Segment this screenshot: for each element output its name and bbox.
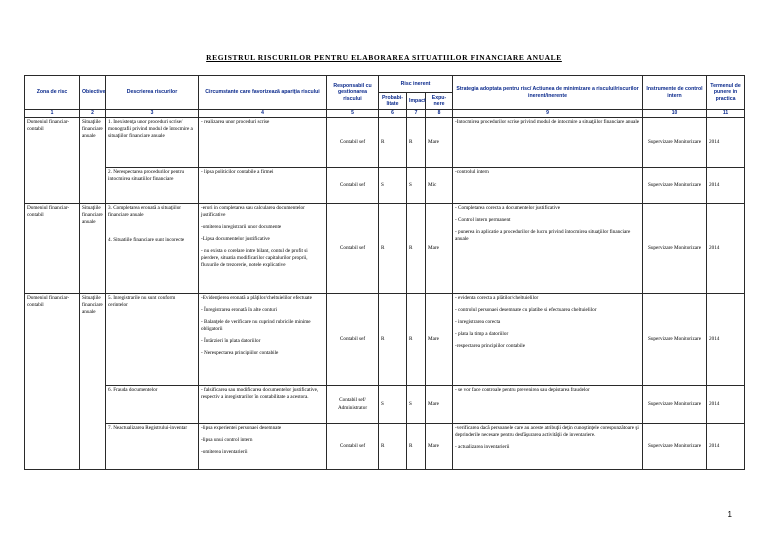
descriere-text: 3. Completarea eronatã a situaţiilor financiare anuale — [108, 205, 182, 219]
strategia-text: - controlul personaei desemnate cu platibe si efectuarea cheltuielilor — [455, 307, 597, 314]
page-number: 1 — [727, 510, 732, 519]
impact-cell: S — [407, 386, 426, 424]
instrumente-cell: Supervizare Monitorizare — [643, 424, 707, 470]
column-number: 1 — [25, 110, 80, 118]
circumstante-text: - Balanţele de verificare nu cuprind rubricile minime obligatorii — [201, 319, 311, 333]
column-number: 10 — [643, 110, 707, 118]
column-number: 9 — [453, 110, 643, 118]
strategia-text: - Completarea corecta a documentelor justificative — [455, 205, 561, 211]
strategia-text: - evidenta corecta a plătilor/cheltuielilor — [455, 295, 539, 301]
descriere-cell — [106, 204, 199, 294]
probabilitate-cell: R — [379, 424, 407, 470]
circumstante-text: -lipsa unui control intern — [201, 437, 253, 444]
circumstante-cell — [199, 118, 327, 168]
risk-register-table — [24, 75, 745, 470]
circumstante-cell — [199, 204, 327, 294]
strategia-text: - punerea in aplicatie a procedurilor de lucru privind întocmirea situaţiilor financiare anuale — [455, 229, 631, 243]
responsabil-cell: Contabil sef/ Administrator — [327, 386, 379, 424]
circumstante-text: - realizarea unor proceduri scrise — [201, 119, 270, 125]
table-row — [25, 204, 745, 294]
zona-cell: Domeniul financiar-contabil — [25, 118, 80, 204]
obiective-cell: Situaţiile financiare anuale — [80, 118, 106, 204]
circumstante-cell — [199, 168, 327, 204]
table-row — [25, 294, 745, 386]
strategia-cell — [453, 424, 643, 470]
termen-cell: 2014 — [707, 386, 745, 424]
table-header — [25, 76, 745, 118]
zona-cell: Domeniul financiar-contabil — [25, 294, 80, 470]
column-number: 8 — [426, 110, 453, 118]
expunere-cell: Mare — [426, 386, 453, 424]
page-title: REGISTRUL RISCURILOR PENTRU ELABORAREA SITUATIILOR FINANCIARE ANUALE — [206, 53, 562, 62]
strategia-cell — [453, 168, 643, 204]
termen-cell: 2014 — [707, 168, 745, 204]
header-risc-inerent: Risc inerent — [379, 76, 453, 93]
strategia-cell — [453, 294, 643, 386]
header-obiective: Obiective — [80, 76, 106, 110]
descriere-text: 4. Situatiile financiare sunt incorecte — [108, 237, 185, 244]
obiective-cell: Situaţiile financiare anuale — [80, 204, 106, 294]
instrumente-cell: Supervizare Monitorizare — [643, 294, 707, 386]
header-probabilitate: Probabi-litate — [379, 93, 407, 110]
descriere-cell — [106, 294, 199, 386]
header-strategia: Strategia adoptata pentru risc/ Actiunea de minimizare a riscului/riscurilor inerent/inerente — [453, 76, 643, 110]
expunere-cell: Mare — [426, 204, 453, 294]
descriere-text: 6. Frauda documentelor — [108, 387, 158, 393]
header-circumstante: Circumstante care favorizeazã apariţia riscului — [199, 76, 327, 110]
column-number: 3 — [106, 110, 199, 118]
expunere-cell: Mare — [426, 118, 453, 168]
header-zona: Zona de risc — [25, 76, 80, 110]
responsabil-cell: Contabil sef — [327, 424, 379, 470]
circumstante-text: -Evidenţierea eronatã a plăţilor/cheltuielilor efectuate — [201, 295, 312, 301]
table-row — [25, 386, 745, 424]
circumstante-cell — [199, 424, 327, 470]
circumstante-text: -Lipsa documentelor justificative — [201, 236, 270, 243]
table-row — [25, 168, 745, 204]
obiective-cell: Situaţiile financiare anuale — [80, 294, 106, 470]
instrumente-cell: Supervizare Monitorizare — [643, 118, 707, 168]
probabilitate-cell: S — [379, 386, 407, 424]
responsabil-cell: Contabil sef — [327, 204, 379, 294]
impact-cell: R — [407, 424, 426, 470]
circumstante-text: - nu exista o corelare intre bilant, contul de profit si pierdere, situatia modificarilor capitalurilor proprii, fluxurile de trezorerie, notele explicative — [201, 248, 308, 269]
strategia-cell — [453, 118, 643, 168]
circumstante-text: -lipsa experientei personaei desemnate — [201, 425, 282, 431]
responsabil-cell: Contabil sef — [327, 118, 379, 168]
descriere-text: 1. Inexistenţa unor proceduri scrise/ monografii privind modul de întocmire a situaţiilor financiare anuale — [108, 119, 193, 140]
column-number: 4 — [199, 110, 327, 118]
strategia-cell — [453, 204, 643, 294]
responsabil-cell: Contabil sef — [327, 294, 379, 386]
strategia-text: - Control intern permanent — [455, 217, 511, 224]
termen-cell: 2014 — [707, 118, 745, 168]
circumstante-text: -erori in completarea sau calcularea documentelor justificative — [201, 205, 305, 219]
strategia-text: - inregistrarea corecta — [455, 319, 501, 326]
expunere-cell: Mic — [426, 168, 453, 204]
header-expunere: Expu-nere — [426, 93, 453, 110]
descriere-cell — [106, 424, 199, 470]
circumstante-text: - Nerespectarea principiilor contabile — [201, 350, 279, 357]
table-row — [25, 118, 745, 168]
column-number: 6 — [379, 110, 407, 118]
impact-cell: R — [407, 118, 426, 168]
strategia-text: -verificarea dacã persoanele care au aceste atribuţii deţin cunoştinţele corespunzătoare şi deprinderile necesare pentru desfăşurarea activităţii de inventariere. — [455, 425, 639, 439]
column-number-row — [25, 110, 745, 118]
circumstante-text: -omiterea inventarierii — [201, 449, 248, 456]
table-row — [25, 424, 745, 470]
column-number: 7 — [407, 110, 426, 118]
header-termenul: Termenul de punere in practica — [707, 76, 745, 110]
probabilitate-cell: R — [379, 294, 407, 386]
strategia-text: -respectarea principiilor contabile — [455, 343, 526, 350]
impact-cell: R — [407, 204, 426, 294]
header-impact: Impact — [407, 93, 426, 110]
column-number: 2 — [80, 110, 106, 118]
probabilitate-cell: R — [379, 118, 407, 168]
circumstante-text: - Întârzieri în plata datoriilor — [201, 338, 261, 345]
responsabil-cell: Contabil sef — [327, 168, 379, 204]
strategia-text: - se vor face controale pentru prevenirea sau depistarea fraudelor — [455, 387, 590, 393]
probabilitate-cell: S — [379, 168, 407, 204]
header-responsabil: Responsabil cu gestionarea riscului — [327, 76, 379, 110]
strategia-text: -Intocmirea procedurilor scrise privind modul de intocmire a situaţiilor financiare anuale — [455, 119, 640, 125]
circumstante-text: - lipsa politicilor contabile a firmei — [201, 169, 274, 175]
descriere-cell — [106, 386, 199, 424]
expunere-cell: Mare — [426, 424, 453, 470]
descriere-text: 7. Neactualizarea Registrului-inventar — [108, 425, 188, 431]
termen-cell: 2014 — [707, 204, 745, 294]
strategia-text: -controlul intern — [455, 169, 489, 175]
column-number: 11 — [707, 110, 745, 118]
instrumente-cell: Supervizare Monitorizare — [643, 168, 707, 204]
circumstante-text: -omiterea inregistrarii unor documente — [201, 224, 282, 231]
strategia-cell — [453, 386, 643, 424]
descriere-cell — [106, 168, 199, 204]
impact-cell: R — [407, 294, 426, 386]
expunere-cell: Mare — [426, 294, 453, 386]
circumstante-text: - Înregistrarea eronatã în alte conturi — [201, 307, 277, 314]
termen-cell: 2014 — [707, 294, 745, 386]
header-instrumente: Instrumente de control intern — [643, 76, 707, 110]
probabilitate-cell: R — [379, 204, 407, 294]
strategia-text: - actualizarea inventarierii — [455, 444, 510, 451]
zona-cell: Domeniul financiar-contabil — [25, 204, 80, 294]
instrumente-cell: Supervizare Monitorizare — [643, 386, 707, 424]
descriere-text: 5. Inregistrarile nu sunt conform cerintelor — [108, 295, 176, 309]
circumstante-cell — [199, 294, 327, 386]
instrumente-cell: Supervizare Monitorizare — [643, 204, 707, 294]
termen-cell: 2014 — [707, 424, 745, 470]
strategia-text: - plata la timp a datoriilor — [455, 331, 509, 338]
header-descrierea: Descrierea riscurilor — [106, 76, 199, 110]
circumstante-text: - falsificarea sau modificarea documentelor justificative, respectiv a inregistrarilor în contabilitate a acestora. — [201, 387, 319, 401]
impact-cell: S — [407, 168, 426, 204]
descriere-cell — [106, 118, 199, 168]
descriere-text: 2. Nerespectarea procedurilor pentru intocmirea situatiilor financiare — [108, 169, 185, 183]
circumstante-cell — [199, 386, 327, 424]
column-number: 5 — [327, 110, 379, 118]
